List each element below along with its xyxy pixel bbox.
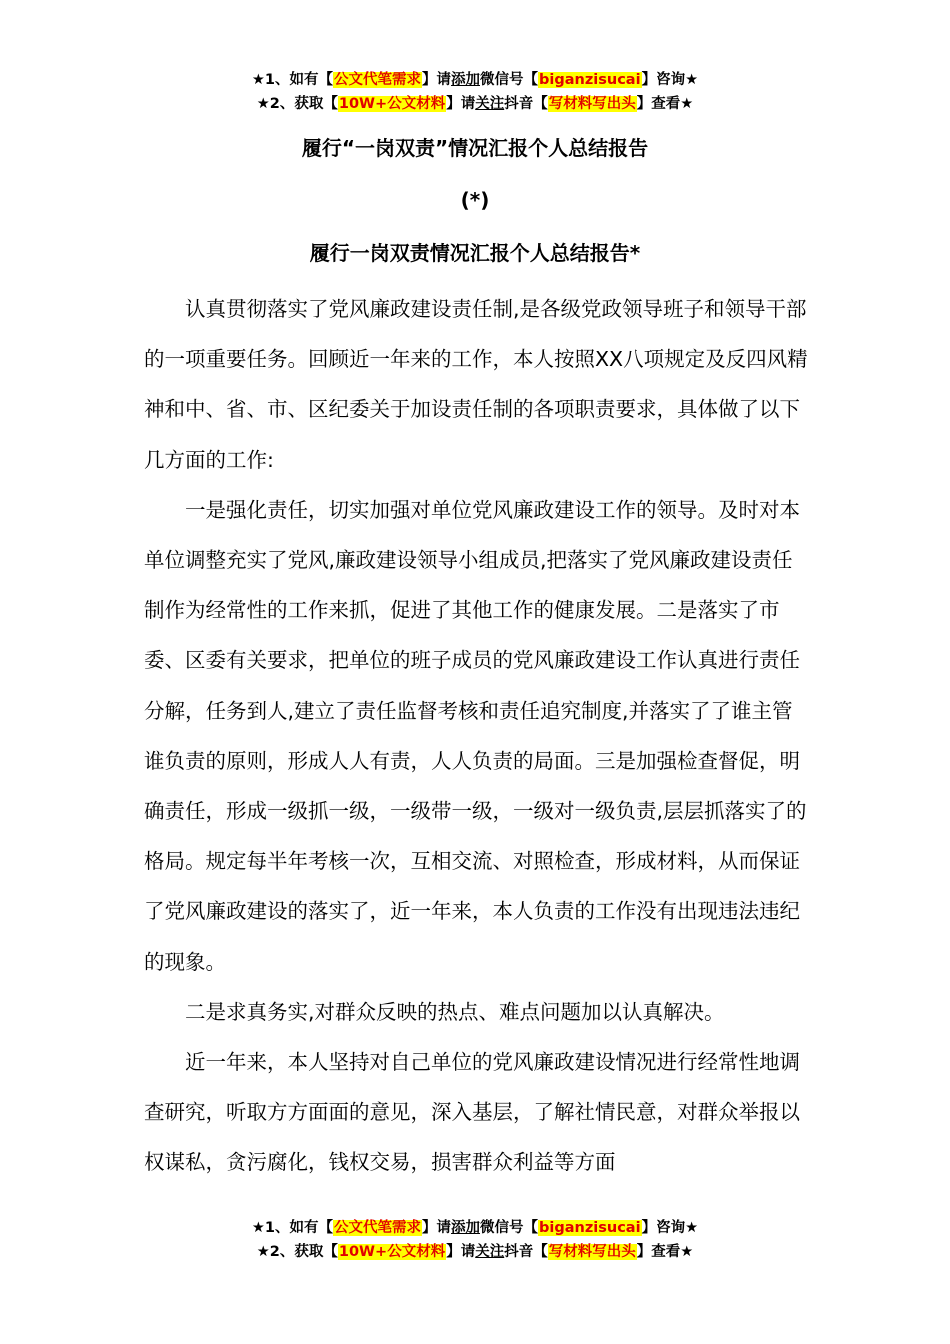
underlined-text: 关注 — [475, 96, 505, 112]
banner-text: 】请 — [446, 96, 476, 112]
underlined-text: 添加 — [451, 1220, 481, 1236]
banner-text: 抖音【 — [504, 1244, 548, 1260]
banner-line-1 — [0, 1216, 950, 1240]
banner-line-2 — [0, 92, 950, 116]
banner-text: 微信号【 — [480, 72, 539, 88]
paragraph: 二是求真务实,对群众反映的热点、难点问题加以认真解决。 — [185, 999, 725, 1024]
document-title: 履行“一岗双责”情况汇报个人总结报告 — [301, 136, 649, 160]
banner-text: 】请 — [422, 1220, 452, 1236]
document-heading: 履行一岗双责情况汇报个人总结报告* — [309, 241, 641, 265]
highlight-text: biganzisucai — [539, 72, 641, 88]
underlined-text: 关注 — [475, 1244, 505, 1260]
banner-text: 】查看★ — [636, 1244, 694, 1260]
banner-text: 】咨询★ — [641, 1220, 699, 1236]
document-subtitle: (*) — [460, 188, 490, 212]
document-body — [144, 284, 808, 1188]
highlight-text: 公文代笔需求 — [334, 72, 422, 88]
banner-text: 】请 — [422, 72, 452, 88]
paragraph: 认真贯彻落实了党风廉政建设责任制,是各级党政领导班子和领导干部的一项重要任务。回顾近一年来的工作，本人按照XX八项规定及反四风精神和中、省、市、区纪委关于加设责任制的各项职责要求，具体做了以下几方面的工作: — [144, 297, 808, 472]
banner-text: 】查看★ — [636, 96, 694, 112]
paragraph: 一是强化责任，切实加强对单位党风廉政建设工作的领导。及时对本单位调整充实了党风,廉政建设领导小组成员,把落实了党风廉政建设责任制作为经常性的工作来抓，促进了其他工作的健康发展。二是落实了市委、区委有关要求，把单位的班子成员的党风廉政建设工作认真进行责任分解，任务到人,建立了责任监督考核和责任追究制度,并落实了了谁主管谁负责的原则，形成人人有责，人人负责的局面。三是加强检查督促，明确责任，形成一级抓一级，一级带一级，一级对一级负责,层层抓落实了的格局。规定每半年考核一次，互相交流、对照检查，形成材料，从而保证了党风廉政建设的落实了，近一年来，本人负责的工作没有出现违法违纪的现象。 — [144, 497, 807, 974]
underlined-text: 添加 — [451, 72, 481, 88]
highlight-text: 公文代笔需求 — [334, 1220, 422, 1236]
banner-text: 抖音【 — [504, 96, 548, 112]
banner-text: 】咨询★ — [641, 72, 699, 88]
banner-text: ★1、如有【 — [251, 1220, 334, 1236]
paragraph: 近一年来，本人坚持对自己单位的党风廉政建设情况进行经常性地调查研究，听取方方面面的意见，深入基层，了解社情民意，对群众举报以权谋私，贪污腐化，钱权交易，损害群众利益等方面 — [144, 1050, 800, 1175]
highlight-text: 10W+公文材料 — [338, 1244, 446, 1260]
banner-text: 微信号【 — [480, 1220, 539, 1236]
highlight-text: 写材料写出头 — [548, 1244, 636, 1260]
banner-text: ★2、获取【 — [256, 1244, 338, 1260]
header-banner — [0, 68, 950, 116]
banner-line-2 — [0, 1240, 950, 1264]
highlight-text: 10W+公文材料 — [338, 96, 446, 112]
highlight-text: 写材料写出头 — [548, 96, 636, 112]
footer-banner — [0, 1216, 950, 1264]
banner-text: 】请 — [446, 1244, 476, 1260]
banner-text: ★2、获取【 — [256, 96, 338, 112]
banner-text: ★1、如有【 — [251, 72, 334, 88]
banner-line-1 — [0, 68, 950, 92]
highlight-text: biganzisucai — [539, 1220, 641, 1236]
